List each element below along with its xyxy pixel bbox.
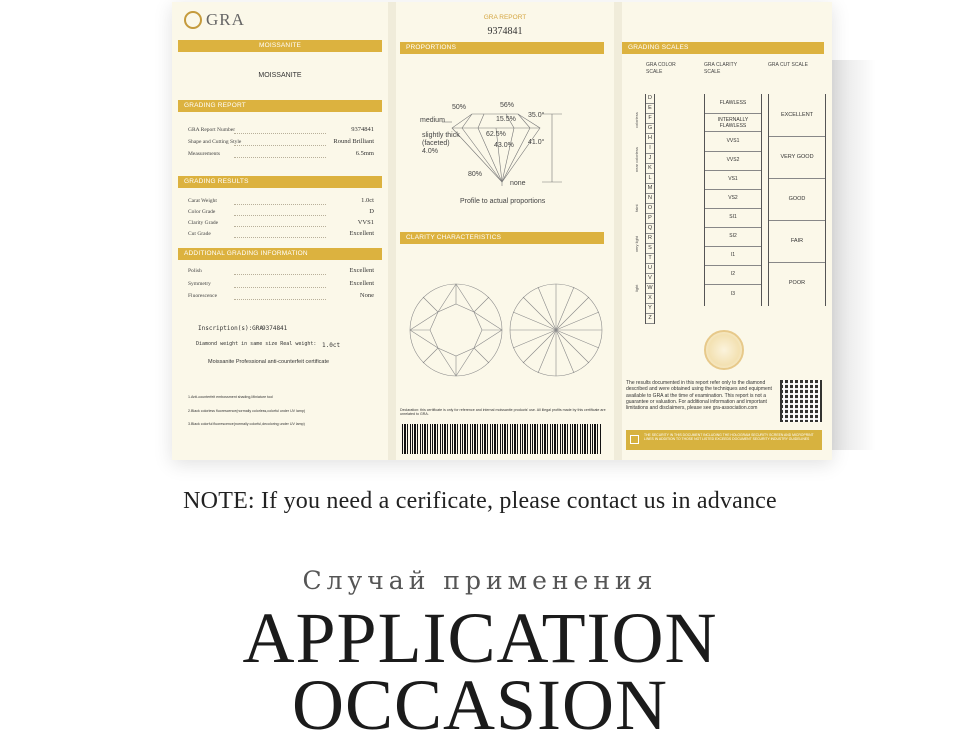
dotted-line — [234, 145, 326, 146]
note-item: 3.Black colorful fluorescence(normally colorful,decoloring under UV lamp) — [188, 422, 305, 426]
clarity-grade: SI1 — [705, 208, 761, 228]
color-letter: X — [646, 294, 654, 304]
clarity-grade: INTERNALLY FLAWLESS — [705, 113, 761, 132]
color-letter: Q — [646, 224, 654, 234]
color-letter: P — [646, 214, 654, 224]
color-group-label: near colorless — [634, 147, 639, 172]
gra-logo-text: GRA — [206, 10, 245, 29]
row-label: Symmetry — [188, 281, 211, 287]
color-group-label: light — [634, 284, 639, 292]
anti-counterfeit-text: Moissanite Professional anti-counterfeit certificate — [208, 359, 330, 365]
inscription-value: 9374841 — [262, 325, 288, 332]
cut-scale-head: GRA CUT SCALE — [768, 62, 808, 68]
color-group-label: faint — [634, 204, 639, 212]
note-item: 2.Black colorless fluorescence(normally colorless,colorful under UV lamp) — [188, 409, 306, 413]
crown-height: 15.5% — [496, 116, 516, 123]
barcode-icon — [402, 424, 602, 454]
pavilion-plot-icon — [508, 282, 604, 378]
clarity-grade: I1 — [705, 246, 761, 266]
additional-row — [188, 293, 374, 302]
cut-grade: FAIR — [769, 220, 825, 263]
lock-icon — [630, 435, 639, 444]
row-value: VVS1 — [357, 219, 374, 226]
left-panel — [172, 2, 388, 460]
color-letter: Z — [646, 314, 654, 324]
security-strip — [626, 430, 822, 450]
title-line-1: APPLICATION — [242, 598, 718, 678]
total-depth: 62.5% — [486, 131, 506, 138]
clarity-grade: I3 — [730, 291, 736, 297]
color-letter: G — [646, 124, 654, 134]
moissanite-header: MOISSANITE — [178, 40, 382, 52]
row-label: GRA Report Number — [188, 127, 236, 133]
row-label: Cut Grade — [188, 231, 211, 237]
color-letters — [645, 94, 655, 324]
crown-angle: 35.0° — [528, 112, 545, 119]
panel-fold — [388, 2, 396, 460]
diamond-weight-label: Diamond weight in same size Real weight: — [196, 341, 317, 347]
moissanite-text: MOISSANITE — [258, 72, 302, 79]
gra-seal-icon — [704, 330, 744, 370]
row-value: 9374841 — [351, 126, 374, 133]
additional-row — [188, 268, 374, 277]
clarity-grade: VVS1 — [705, 132, 761, 152]
profile-caption: Profile to actual proportions — [460, 198, 546, 205]
report-row — [188, 139, 374, 148]
color-letter: W — [646, 284, 654, 294]
row-value: Excellent — [349, 230, 374, 237]
row-label: Measurements — [188, 151, 221, 157]
additional-info-header: ADDITIONAL GRADING INFORMATION — [178, 248, 382, 260]
row-label: Clarity Grade — [188, 220, 219, 226]
declaration-text: Declaration: this certificate is only for reference and internal moissanite products' use. All illegal profits made by this certificate are unrelated to GRA. — [400, 408, 606, 417]
crown-pct: 50% — [452, 104, 467, 111]
clarity-scale-head: GRA CLARITY SCALE — [704, 62, 737, 75]
crown-plot-icon — [408, 282, 504, 378]
color-letter: T — [646, 254, 654, 264]
row-label: Shape and Cutting Style — [188, 139, 242, 145]
row-label: Polish — [188, 268, 202, 274]
pavilion-depth: 43.0% — [494, 142, 514, 149]
certificate-shadow — [828, 60, 876, 450]
clarity-scale-box — [704, 94, 762, 306]
color-letter: J — [646, 154, 654, 164]
clarity-grade: FLAWLESS — [705, 94, 761, 114]
dotted-line — [234, 237, 326, 238]
color-letter: D — [646, 94, 654, 104]
result-row — [188, 198, 374, 207]
color-letter: K — [646, 164, 654, 174]
cut-grade: VERY GOOD — [769, 136, 825, 179]
report-row — [188, 151, 374, 160]
color-letter: S — [646, 244, 654, 254]
row-value: Round Brilliant — [333, 138, 374, 145]
row-value: 1.0ct — [361, 197, 374, 204]
note-item: 1.Anti-counterfeit embossment shading,Miniature tool — [188, 395, 273, 399]
color-letter: H — [646, 134, 654, 144]
grading-scales-header: GRADING SCALES — [622, 42, 824, 54]
color-letter: Y — [646, 304, 654, 314]
dotted-line — [234, 226, 326, 227]
qr-code-pattern — [782, 382, 820, 420]
dotted-line — [234, 204, 326, 205]
cut-grade: POOR — [788, 280, 806, 286]
diamond-weight-value: 1.0ct — [322, 342, 341, 349]
color-letter: V — [646, 274, 654, 284]
color-letter: U — [646, 264, 654, 274]
clarity-characteristics-header: CLARITY CHARACTERISTICS — [400, 232, 604, 244]
dotted-line — [234, 274, 326, 275]
clarity-grade: SI2 — [705, 227, 761, 247]
report-row — [188, 127, 374, 136]
gra-logo-ring-icon — [184, 11, 202, 29]
color-letter: R — [646, 234, 654, 244]
result-row — [188, 209, 374, 218]
grading-results-header: GRADING RESULTS — [178, 176, 382, 188]
gra-certificate — [172, 2, 832, 460]
color-letter: M — [646, 184, 654, 194]
result-row — [188, 220, 374, 229]
clarity-grade: VVS2 — [705, 151, 761, 171]
dotted-line — [234, 133, 326, 134]
row-label: Color Grade — [188, 209, 216, 215]
color-letter: O — [646, 204, 654, 214]
cut-grade: GOOD — [769, 178, 825, 221]
row-label: Fluorescence — [188, 293, 218, 299]
row-value: Excellent — [349, 267, 374, 274]
clarity-grade: VS1 — [705, 170, 761, 190]
color-letter: I — [646, 144, 654, 154]
title-line-2: OCCASION — [291, 665, 669, 745]
lower-half: 80% — [468, 171, 483, 178]
inscription-label: Inscription(s):GRA — [198, 325, 264, 332]
disclaimer-text: The results documented in this report refer only to the diamond described and were obtained using the techniques and equipment available to GRA at the time of examination. This report is not a guarantee or valuation. For additional information and important limitations and disclaimers, please see gra-association.com — [626, 380, 772, 412]
row-label: Carat Weight — [188, 198, 217, 204]
girdle-desc: slightly thick (faceted) 4.0% — [422, 132, 460, 155]
proportions-header: PROPORTIONS — [400, 42, 604, 54]
grading-report-header: GRADING REPORT — [178, 100, 382, 112]
dotted-line — [234, 157, 326, 158]
cut-grade: EXCELLENT — [769, 94, 825, 137]
girdle-label: medium — [420, 117, 445, 124]
security-text: THE SECURITY IN THIS DOCUMENT INCLUDING THE HOLOGRAM SECURITY SCREEN AND MICROPRINT LINES IN ADDITION TO THOSE NOT LISTED EXCEEDS DOCUMENT SECURITY INDUSTRY GUIDELINES — [644, 433, 814, 442]
panel-fold — [614, 2, 622, 460]
gra-report-number: 9374841 — [487, 26, 523, 37]
clarity-grade: I2 — [705, 265, 761, 285]
gra-report-heading: GRA REPORT — [483, 14, 527, 21]
color-group-label: colorless — [634, 112, 639, 128]
cut-scale-box — [768, 94, 826, 306]
color-group-label: very light — [634, 235, 639, 252]
color-letter: F — [646, 114, 654, 124]
row-value: 6.5mm — [355, 150, 374, 157]
row-value: D — [369, 208, 374, 215]
dotted-line — [234, 287, 326, 288]
result-row — [188, 231, 374, 240]
dotted-line — [234, 215, 326, 216]
scales-area — [622, 2, 832, 460]
color-letter: L — [646, 174, 654, 184]
dotted-line — [234, 299, 326, 300]
subtitle-russian: Случай применения — [302, 566, 658, 595]
clarity-grade: VS2 — [705, 189, 761, 209]
color-scale-head: GRA COLOR SCALE — [646, 62, 676, 75]
culet: none — [510, 180, 526, 187]
color-letter: N — [646, 194, 654, 204]
pavilion-angle: 41.0° — [528, 139, 545, 146]
table-pct: 56% — [500, 102, 515, 109]
note-text: NOTE: If you need a cerificate, please contact us in advance — [183, 488, 777, 514]
color-letter: E — [646, 104, 654, 114]
additional-row — [188, 281, 374, 290]
row-value: Excellent — [349, 280, 374, 287]
row-value: None — [359, 292, 374, 299]
gra-logo — [184, 10, 254, 32]
